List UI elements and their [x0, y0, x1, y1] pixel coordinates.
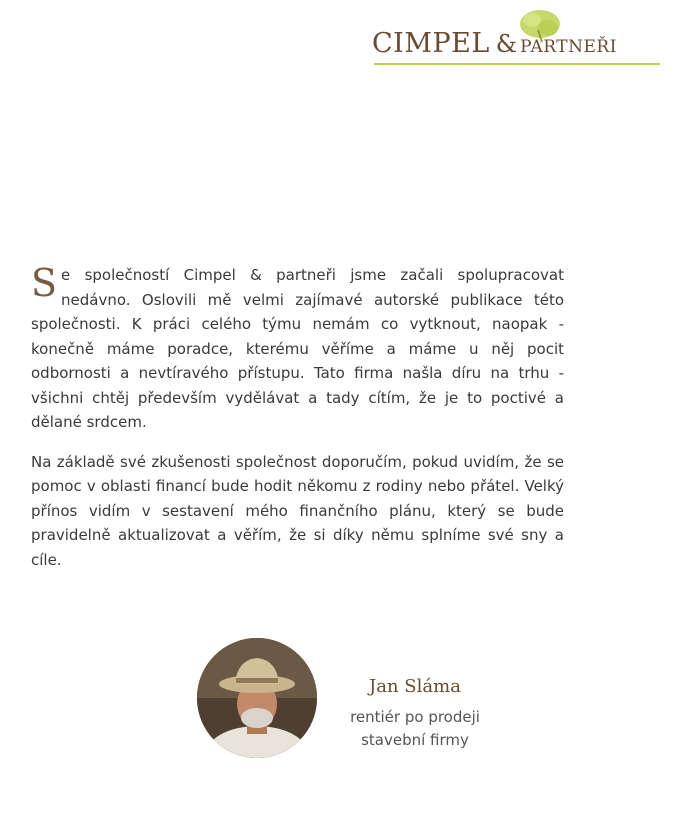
person-role	[330, 706, 500, 752]
paragraph-1-text: e společností Cimpel & partneři jsme začali spolupracovat nedávno. Oslovili mě velmi zajímavé autorské publikace této společnosti. K práci celého týmu nemám co vytknout, naopak - konečně máme poradce, kterému věříme a máme u něj pocit odbornosti a nevtíravého přístupu. Tato firma našla díru na trhu - všichni chtěj především vydělávat a tady cítím, že je to poctivé a dělané srdcem.	[31, 266, 564, 431]
testimonial-text	[31, 263, 564, 587]
person-name: Jan Sláma	[369, 676, 461, 697]
drop-cap: S	[31, 261, 58, 305]
logo-wordmark	[372, 28, 617, 59]
testimonial-paragraph-2: Na základě své zkušenosti společnost doporučím, pokud uvidím, že se pomoc v oblasti financí bude hodit někomu z rodiny nebo přátel. Velký přínos vidím v sestavení mého finančního plánu, který se bude pravidelně aktualizovat a věřím, že si díky němu splníme své sny a cíle.	[31, 452, 564, 569]
testimonial-paragraph-1	[31, 263, 564, 435]
person-role-line-1: rentiér po prodeji	[350, 708, 480, 726]
company-logo	[372, 8, 664, 68]
person-role-line-2: stavební firmy	[361, 731, 469, 749]
avatar	[197, 638, 317, 758]
person-photo	[197, 638, 317, 758]
logo-sub-text: PARTNEŘI	[520, 37, 617, 57]
logo-main-text: CIMPEL	[372, 28, 490, 59]
logo-ampersand: &	[495, 30, 518, 58]
logo-underline	[374, 63, 660, 65]
